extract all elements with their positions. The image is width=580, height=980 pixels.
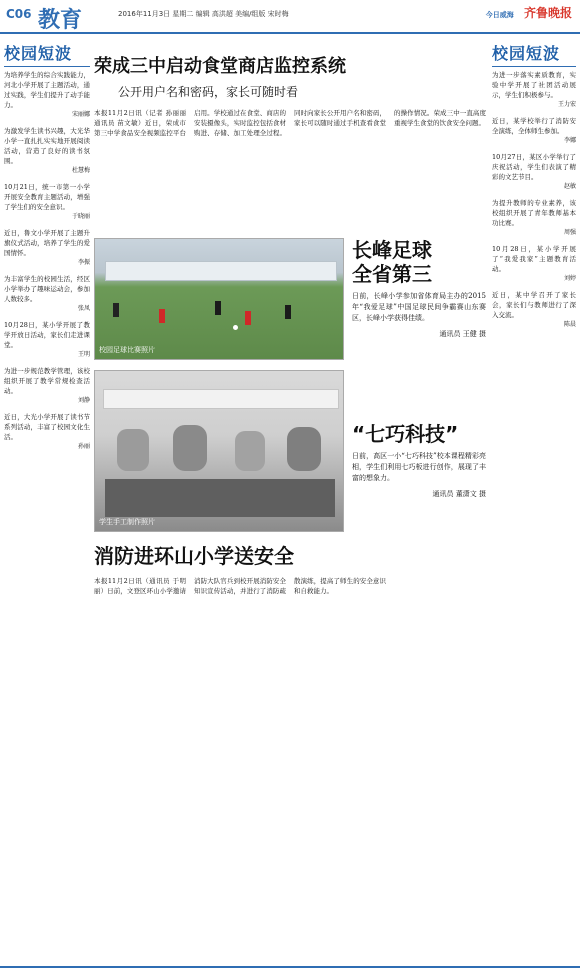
left-brief-item (4, 70, 90, 120)
right-brief-item (492, 290, 576, 330)
right-brief-author: 王力宏 (557, 101, 576, 108)
lead-story (94, 56, 486, 228)
football-section (94, 238, 486, 360)
left-brief-item (4, 228, 90, 268)
left-brief-text: 近日，大光小学开展了读书节系列活动，丰富了校园文化生活。 (4, 413, 90, 441)
lead-story-subtitle: 公开用户名和密码，家长可随时看 (118, 85, 299, 99)
player-figure (285, 305, 291, 319)
left-brief-item (4, 126, 90, 176)
left-brief-text: 为进一步规范教学管理，该校组织开展了教学常规检查活动。 (4, 367, 90, 395)
right-brief-text: 为进一步落实素质教育，实验中学开展了社团活动展示，学生们积极参与。 (492, 71, 576, 99)
craft-table (105, 479, 335, 517)
brand-name: 齐鲁晚报 (523, 6, 572, 20)
page-footer-rule (0, 966, 580, 980)
right-brief-author: 陈晨 (563, 321, 576, 328)
football-photo (94, 238, 344, 360)
right-brief-author: 刘婷 (563, 275, 576, 282)
right-brief-author: 赵敏 (563, 183, 576, 190)
right-brief-text: 近日，某中学召开了家长会，家长们与教师进行了深入交流。 (492, 291, 576, 319)
student-figure (287, 427, 321, 471)
left-brief-text: 为培养学生的综合实践能力，河北小学开展了主题活动，通过实践，学生们提升了动手能力。 (4, 71, 90, 109)
player-figure (215, 301, 221, 315)
student-figure (117, 429, 149, 471)
player-figure (159, 309, 165, 323)
lead-story-body: 本报11月2日讯（记者 孙丽丽 通讯员 苗文敏）近日，荣成市第三中学食品安全视频监控平台启用。学校通过在食堂、商店的安装摄像头，实时监控包括食材购进、存储、加工处理全过程。同时向家长公开用户名和密码，家长可以随时通过手机查看食堂的操作情况。荣成三中一直高度重视学生食堂的饮食安全问题。 (94, 109, 486, 137)
left-brief-author: 杜慧梅 (71, 167, 90, 174)
left-brief-author: 宋丽娜 (71, 111, 90, 118)
craft-headline: “七巧科技” (352, 422, 459, 446)
left-brief-author: 张凤 (77, 305, 90, 312)
classroom-window (103, 389, 339, 409)
left-briefs-title: 校园短波 (4, 42, 90, 67)
left-brief-text: 10月28日，某小学开展了教学开放日活动，家长们走进课堂。 (4, 321, 90, 349)
football-left (94, 238, 344, 360)
football-caption: 日前，长峰小学参加省体育局主办的2015年“我爱足球”中国足球民间争霸赛山东赛区，长峰小学获得佳绩。 (352, 292, 486, 322)
football-photo-label: 校园足球比赛照片 (99, 346, 155, 354)
left-brief-item (4, 182, 90, 222)
player-figure (245, 311, 251, 325)
right-brief-item (492, 244, 576, 284)
player-figure (113, 303, 119, 317)
main-content (94, 42, 486, 972)
football-right (352, 238, 486, 360)
lead-story-title: 荣成三中启动食堂商店监控系统 (94, 56, 346, 77)
left-brief-author: 李振 (77, 259, 90, 266)
stadium-stand (105, 261, 337, 281)
page-header (0, 0, 580, 34)
football-headline-line2: 全省第三 (352, 262, 432, 286)
left-brief-list (4, 70, 90, 452)
right-brief-text: 10月28日，某小学开展了“我爱我家”主题教育活动。 (492, 245, 576, 273)
section-title: 教育 (38, 8, 83, 33)
safety-story (94, 544, 486, 876)
brand-subtitle: 今日威海 (485, 11, 514, 19)
craft-right (352, 370, 486, 532)
left-news-briefs (4, 42, 90, 972)
date-editor-line: 2016年11月3日 星期二 编辑 高洪超 美编/组版 宋时梅 (118, 10, 289, 18)
soccer-ball (233, 325, 238, 330)
football-headline-line1: 长峰足球 (352, 238, 432, 262)
left-brief-item (4, 274, 90, 314)
left-brief-item (4, 366, 90, 406)
right-news-briefs (492, 42, 576, 972)
craft-caption: 日前，高区一小“七巧科技”校本课程精彩亮相，学生们利用七巧板进行创作，展现了丰富的想象力。 (352, 452, 486, 482)
craft-section (94, 370, 486, 532)
right-brief-text: 为提升教师的专业素养，该校组织开展了青年教师基本功比赛。 (492, 199, 576, 227)
right-brief-text: 近日，某学校举行了消防安全演练，全体师生参加。 (492, 117, 576, 135)
right-brief-author: 李娜 (563, 137, 576, 144)
football-photo-credit: 通讯员 王健 摄 (439, 330, 486, 338)
left-brief-item (4, 412, 90, 452)
left-brief-author: 王明 (77, 351, 90, 358)
right-brief-author: 周强 (563, 229, 576, 236)
right-brief-item (492, 198, 576, 238)
right-brief-text: 10月27日，某区小学举行了庆祝活动，学生们表演了精彩的文艺节目。 (492, 153, 576, 181)
safety-story-body: 本报11月2日讯（通讯员 于明丽）日前，文登区环山小学邀请消防大队官兵到校开展消防安全知识宣传活动，并进行了消防疏散演练，提高了师生的安全意识和自救能力。 (94, 577, 386, 595)
left-brief-text: 为丰富学生的校园生活，经区小学举办了趣味运动会，参加人数较多。 (4, 275, 90, 303)
craft-photo-credit: 通讯员 董潇文 摄 (432, 490, 486, 498)
right-briefs-title: 校园短波 (492, 42, 576, 67)
left-brief-author: 于晓丽 (71, 213, 90, 220)
page-number: C06 (6, 7, 32, 21)
craft-photo (94, 370, 344, 532)
left-brief-text: 10月21日，统一市第一小学开展安全教育主题活动，增强了学生们的安全意识。 (4, 183, 90, 211)
right-brief-list (492, 70, 576, 330)
left-brief-item (4, 320, 90, 360)
left-brief-text: 为激发学生读书兴趣，大光华小学一直扎扎实实地开展阅读活动，营造了良好的读书氛围。 (4, 127, 90, 165)
safety-story-title: 消防进环山小学送安全 (94, 544, 294, 568)
right-brief-item (492, 116, 576, 146)
left-brief-text: 近日，鲁文小学开展了主题升旗仪式活动，培养了学生的爱国情怀。 (4, 229, 90, 257)
craft-left (94, 370, 344, 532)
left-brief-author: 孙丽 (77, 443, 90, 450)
student-figure (235, 431, 265, 471)
left-brief-author: 刘静 (77, 397, 90, 404)
craft-photo-label: 学生手工制作照片 (99, 518, 155, 526)
student-figure (173, 425, 207, 471)
newspaper-brand (486, 4, 572, 21)
right-brief-item (492, 70, 576, 110)
right-brief-item (492, 152, 576, 192)
